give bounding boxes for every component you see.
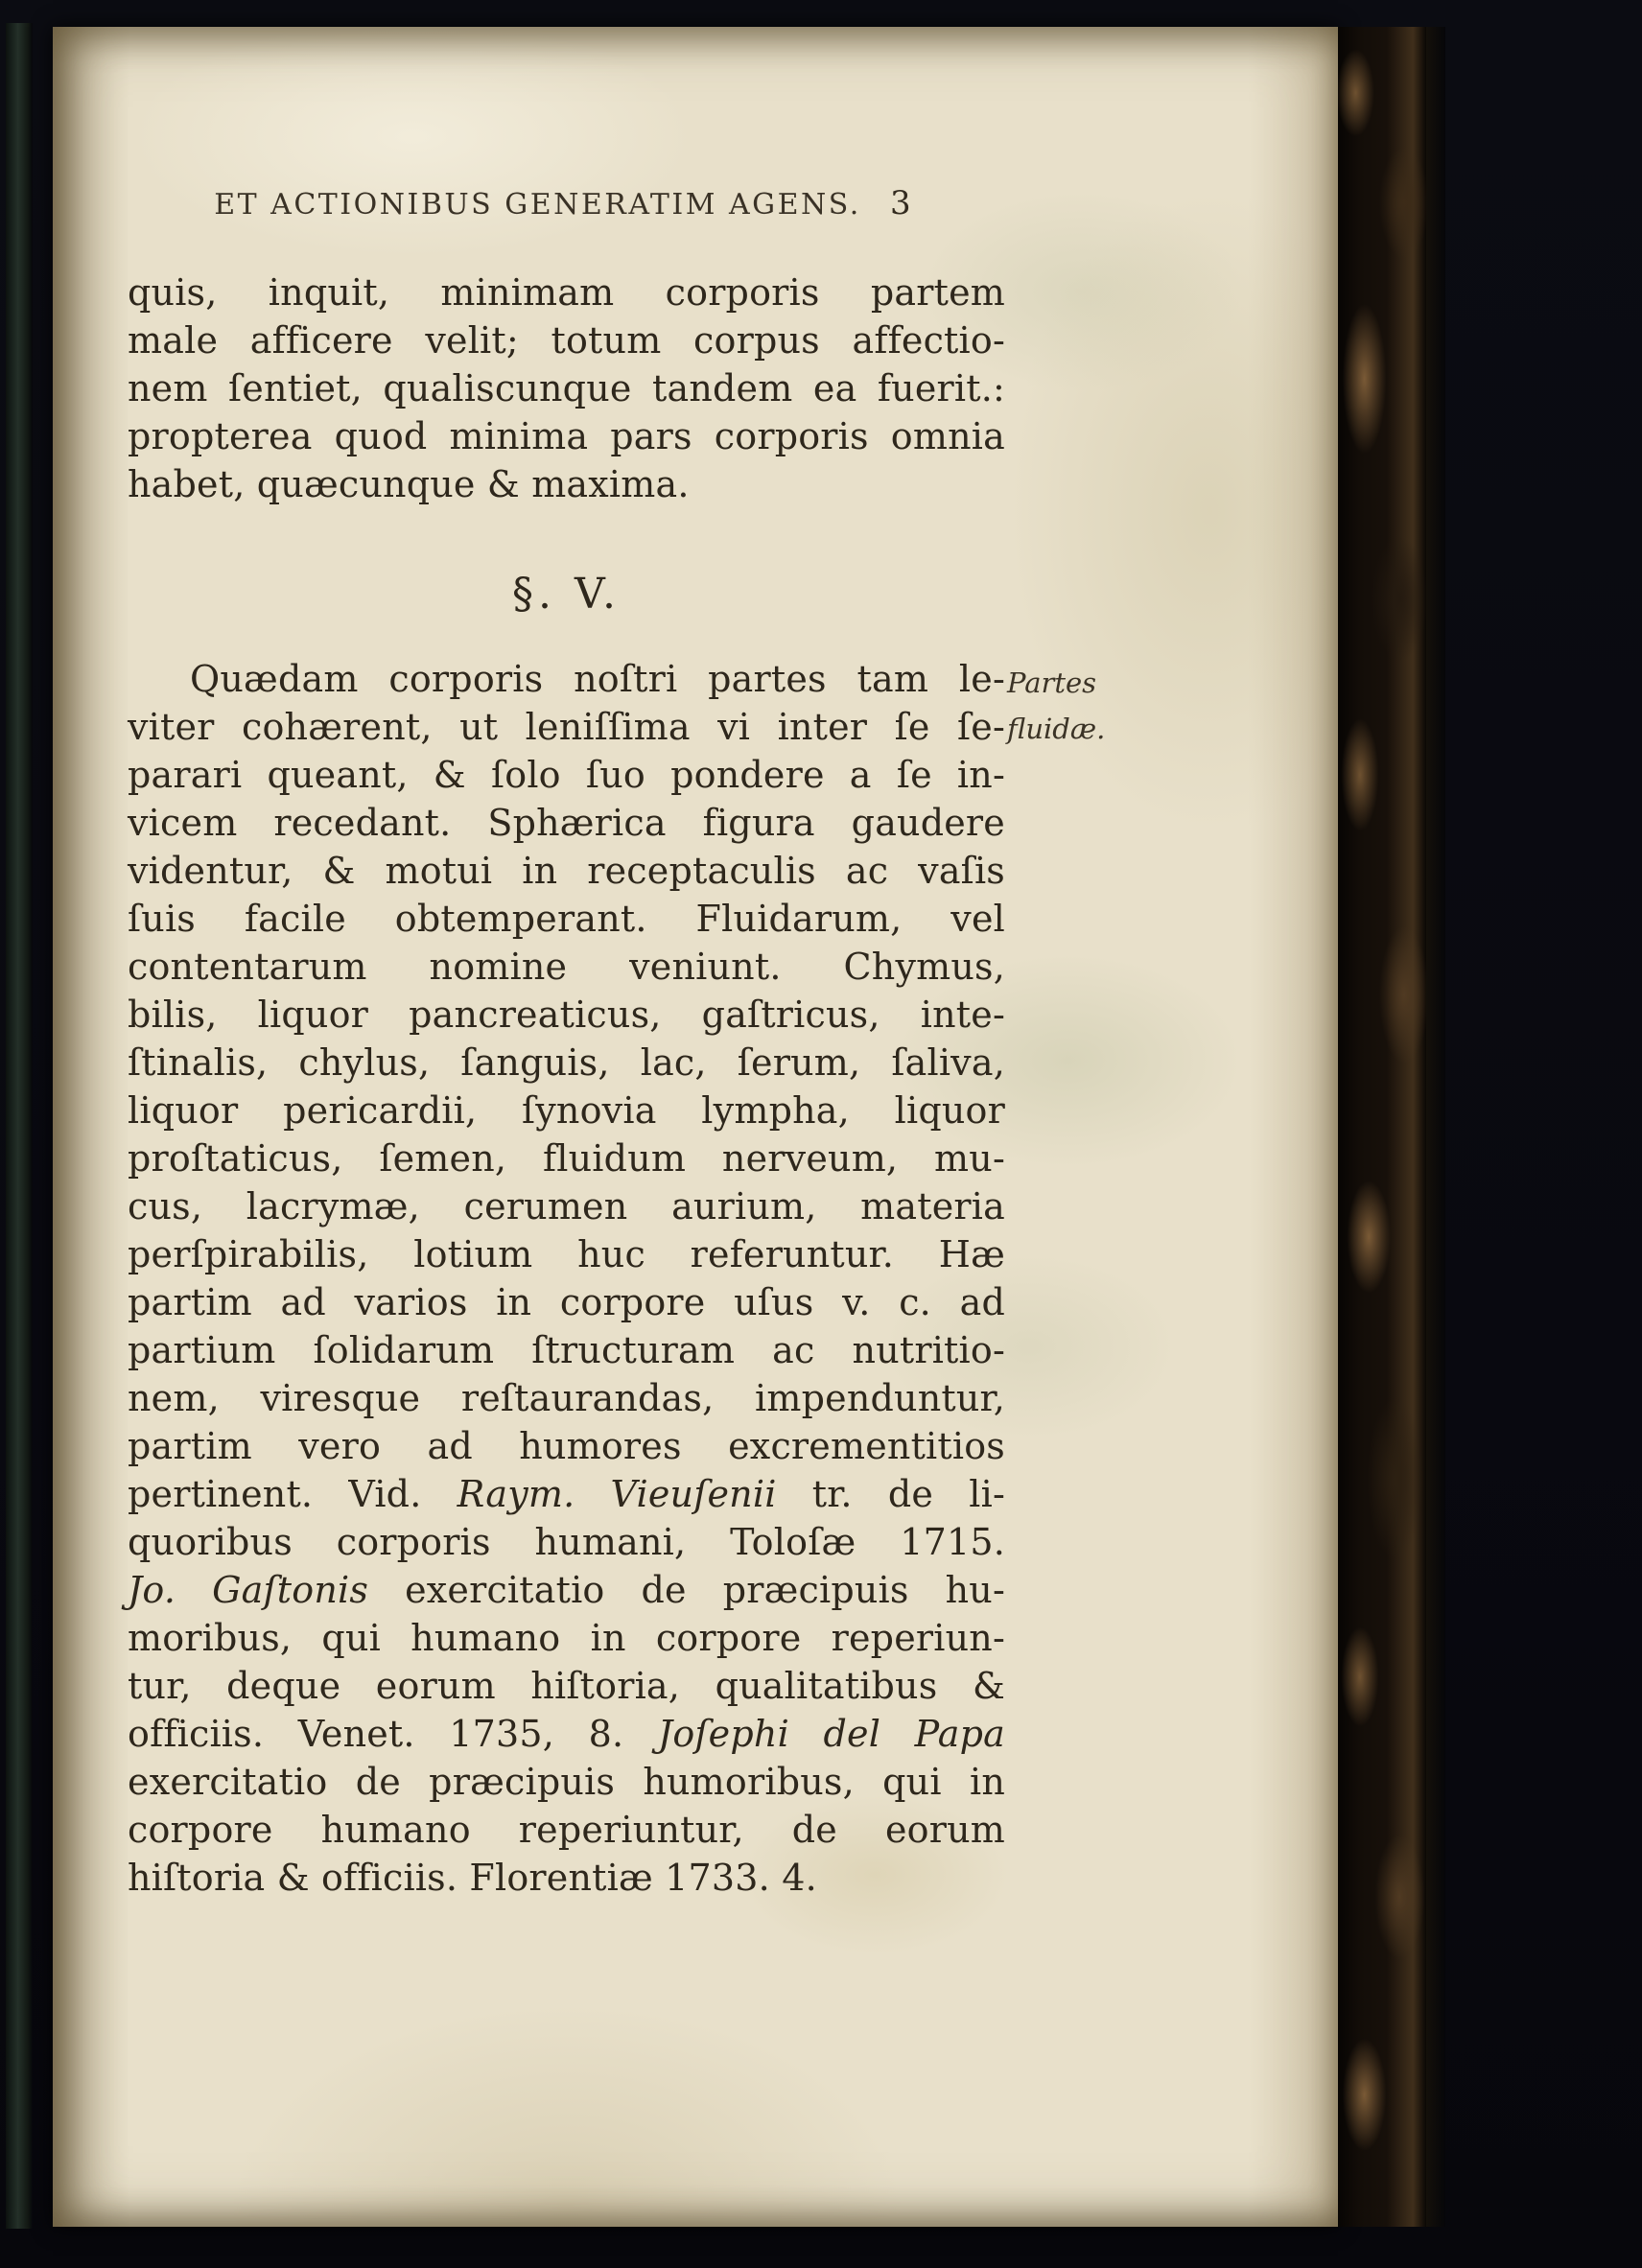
text-segment: pertinent. Vid.	[128, 1473, 457, 1515]
text-segment: exercitatio de præcipuis humoribus, qui in	[128, 1761, 1005, 1803]
text-line	[128, 1806, 1005, 1854]
italic-citation: Jo. Gaſtonis	[128, 1569, 369, 1611]
text-line	[128, 991, 1005, 1039]
margin-note-line: fluidæ.	[1007, 713, 1106, 745]
text-segment: propterea quod minima pars corporis omnia	[128, 415, 1005, 457]
text-line	[128, 1662, 1005, 1710]
text-segment: proſtaticus, ſemen, fluidum nerveum, mu-	[128, 1137, 1005, 1180]
text-line	[128, 1326, 1005, 1374]
text-segment: cus, lacrymæ, cerumen aurium, materia	[128, 1185, 1005, 1228]
text-segment: liquor pericardii, ſynovia lympha, liquor	[128, 1089, 1005, 1132]
running-title: ET ACTIONIBUS GENERATIM AGENS.	[214, 188, 861, 222]
text-line	[128, 1278, 1005, 1326]
book-page	[53, 27, 1338, 2227]
text-segment: quis, inquit, minimam corporis partem	[128, 271, 1005, 314]
page-header	[128, 184, 1005, 222]
text-line	[128, 847, 1005, 895]
text-line	[128, 269, 1005, 316]
text-segment: officiis. Venet. 1735, 8.	[128, 1713, 658, 1755]
text-segment: quoribus corporis humani, Toloſæ 1715.	[128, 1521, 1005, 1563]
text-line	[128, 1566, 1005, 1614]
text-segment: perſpirabilis, lotium huc referuntur. Hæ	[128, 1233, 1005, 1275]
text-line	[128, 316, 1005, 364]
continued-paragraph	[128, 269, 1005, 508]
binding-shadow	[1426, 27, 1445, 2227]
text-segment: exercitatio de præcipuis hu-	[368, 1569, 1005, 1611]
text-line	[128, 1854, 1005, 1902]
text-line	[128, 799, 1005, 847]
italic-citation: Raym. Vieuſenii	[457, 1473, 777, 1515]
text-line	[128, 1614, 1005, 1662]
text-segment: bilis, liquor pancreaticus, gaſtricus, inte-	[128, 994, 1005, 1036]
text-segment: ſuis facile obtemperant. Fluidarum, vel	[128, 898, 1005, 940]
text-line	[128, 895, 1005, 943]
text-segment: ſtinalis, chylus, ſanguis, lac, ſerum, ſaliva,	[128, 1041, 1005, 1084]
text-line	[128, 1134, 1005, 1182]
book-binding-edge	[1338, 27, 1426, 2227]
text-segment: tr. de li-	[776, 1473, 1005, 1515]
text-segment: contentarum nomine veniunt. Chymus,	[128, 946, 1005, 988]
text-line	[128, 1374, 1005, 1422]
text-segment: nem ſentiet, qualiscunque tandem ea fuerit.:	[128, 367, 1005, 409]
section-paragraph	[128, 655, 1005, 1902]
text-segment: partim ad varios in corpore uſus v. c. ad	[128, 1281, 1005, 1323]
text-line	[128, 364, 1005, 412]
text-segment: male afficere velit; totum corpus affectio-	[128, 319, 1005, 362]
text-segment: partium ſolidarum ſtructuram ac nutritio-	[128, 1329, 1005, 1371]
text-segment: videntur, & motui in receptaculis ac vaſis	[128, 850, 1005, 892]
section-heading: §. V.	[511, 570, 622, 619]
adjacent-page-edge	[6, 23, 33, 2229]
margin-note	[1007, 660, 1105, 752]
text-line	[128, 1039, 1005, 1087]
text-line	[128, 1710, 1005, 1758]
text-segment: Quædam corporis noſtri partes tam le-	[190, 658, 1005, 700]
page-number: 3	[890, 184, 911, 222]
text-segment: nem, viresque reſtaurandas, impenduntur,	[128, 1377, 1005, 1419]
text-segment: parari queant, & ſolo ſuo pondere a ſe in-	[128, 754, 1005, 796]
italic-citation: Joſephi del Papa	[657, 1713, 1005, 1755]
text-line	[128, 655, 1005, 703]
text-line	[128, 1518, 1005, 1566]
text-segment: corpore humano reperiuntur, de eorum	[128, 1809, 1005, 1851]
text-line	[128, 1182, 1005, 1230]
text-line	[128, 1470, 1005, 1518]
text-segment: moribus, qui humano in corpore reperiun-	[128, 1617, 1005, 1659]
text-line	[128, 1087, 1005, 1134]
text-segment: partim vero ad humores excrementitios	[128, 1425, 1005, 1467]
text-line	[128, 1422, 1005, 1470]
text-segment: viter cohærent, ut leniſſima vi inter ſe ſe-	[128, 706, 1005, 748]
text-line	[128, 1230, 1005, 1278]
text-segment: tur, deque eorum hiſtoria, qualitatibus &	[128, 1665, 1005, 1707]
text-line	[128, 703, 1005, 751]
text-line	[128, 943, 1005, 991]
text-segment: hiſtoria & officiis. Florentiæ 1733. 4.	[128, 1857, 817, 1899]
text-segment: habet, quæcunque & maxima.	[128, 463, 690, 505]
text-line	[128, 460, 1005, 508]
text-segment: vicem recedant. Sphærica figura gaudere	[128, 802, 1005, 844]
text-line	[128, 1758, 1005, 1806]
margin-note-line: Partes	[1007, 666, 1097, 699]
text-line	[128, 751, 1005, 799]
text-line	[128, 412, 1005, 460]
